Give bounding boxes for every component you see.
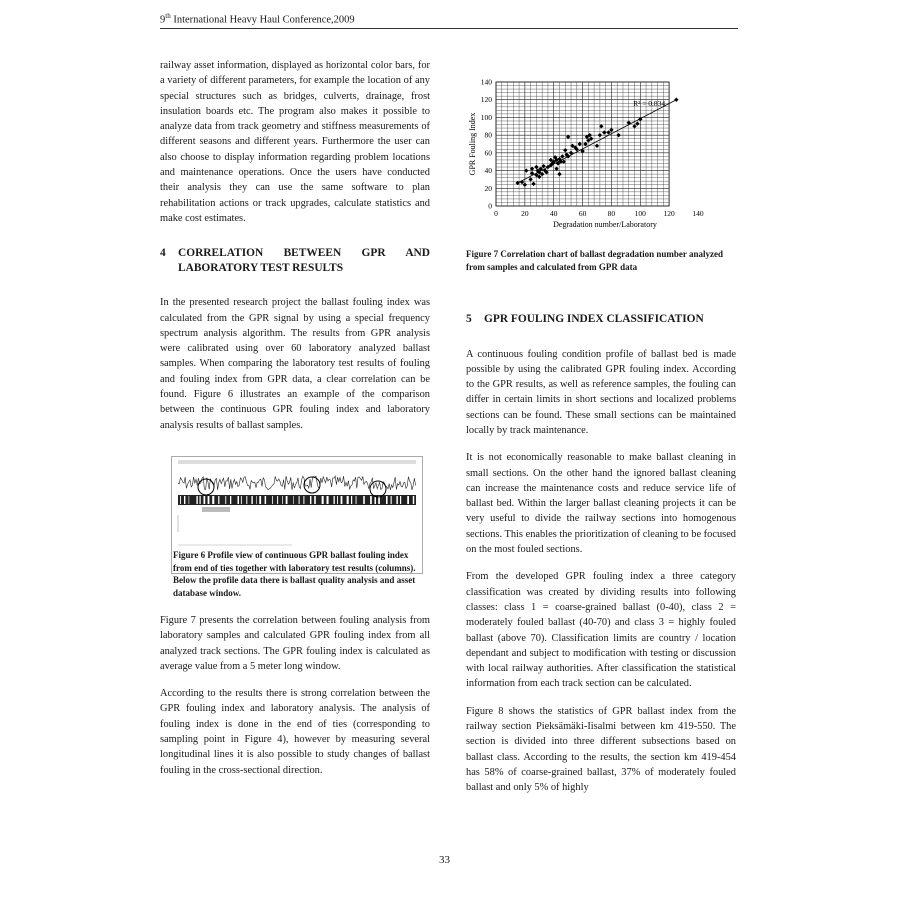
paragraph-classification: From the developed GPR fouling index a three category classification was created by dividing results into following classes: class 1 = coarse-grained ballast (0-40), class 2 = moderately fouled ballast (40-70) and class 3 = highly fouled ballast (above 70). Classification limits are country / location dependant and subject to modification with testing or discussion with local railway authorities. After classification the statistical information from each track section can be calculated. (466, 571, 736, 690)
scatter-chart (466, 76, 738, 234)
y-tick-label: 140 (480, 77, 492, 87)
section-4-heading: 4 CORRELATION BETWEEN GPR AND LABORATORY TEST RESULTS (160, 247, 430, 274)
running-header: 9th International Heavy Haul Conference,2009 (160, 12, 355, 26)
y-tick-label: 20 (484, 183, 492, 193)
page-number: 33 (439, 854, 450, 866)
paragraph-continuous-profile: A continuous fouling condition profile of ballast bed is made possible by using the calibrated GPR fouling index. According to the GPR results, as well as reference samples, the fouling can differ in certain limits in short sections and localized problems sections can be found. These small sections can be maintained locally by track maintenance. (466, 348, 736, 436)
x-tick-label: 60 (578, 209, 587, 218)
section-5-heading: 5 GPR FOULING INDEX CLASSIFICATION (466, 313, 704, 325)
x-axis-label: Degradation number/Laboratory (553, 220, 657, 229)
data-point (674, 98, 678, 102)
x-tick-label: 120 (663, 209, 675, 218)
paragraph-correlation: In the presented research project the ballast fouling index was calculated from the GPR signal by using a special frequency spectrum analysis algorithm. The results from GPR analysis were calibrated using over 60 laboratory analyzed ballast samples. When comparing the laboratory test results of fouling and fouling index from GPR data, a clear correlation can be found. Figure 6 illustrates an example of the comparison between the continuous GPR fouling index and laboratory analysis results of ballast samples. (160, 297, 430, 431)
x-tick-label: 20 (521, 209, 529, 218)
x-tick-label: 80 (607, 209, 616, 218)
r-squared-annotation: R² = 0.834 (633, 98, 666, 108)
figure-7-caption: Figure 7 Correlation chart of ballast degradation number analyzed from samples and calculated from GPR data (466, 249, 723, 272)
paragraph-economics: It is not economically reasonable to make ballast cleaning in small sections. On the other hand the ignored ballast cleaning can increase the maintenance costs and reduce service life of ballast bed. Within the larger ballast cleaning projects it can be very useful to divide the railway sections into homogenous sections. This enables the prioritization of cleaning to be focused on the most fouled sections. (466, 452, 736, 556)
paragraph-asset-info: railway asset information, displayed as horizontal color bars, for a variety of different parameters, for example the location of any special structures such as bridges, culverts, drainage, frost insulation boards etc. The program also makes it possible to analyze data from track geometry and stiffness measurements of different seasons and different years. Furthermore the user can also choose to display information regarding problem locations and maintenance operations. Once the users have conducted their analysis they can use the same software to plan rehabilitation actions or track upgrades, calculate statistics and make cost estimates. (160, 60, 430, 224)
right-column (466, 312, 736, 808)
paragraph-figure8: Figure 8 shows the statistics of GPR ballast index from the railway section Pieksämäki-Iisalmi between km 419-550. The section is divided into three different subsections based on ballast class. According to the results, the section km 419-454 has 58% of coarse-grained ballast, 37% of moderately fouled ballast and only 5% of highly (466, 705, 736, 794)
y-tick-label: 120 (480, 95, 492, 105)
x-tick-label: 40 (549, 209, 558, 218)
y-tick-label: 40 (484, 166, 492, 176)
y-tick-label: 80 (484, 130, 492, 140)
y-tick-label: 60 (484, 148, 492, 158)
y-axis-label: GPR Fouling Index (468, 112, 477, 176)
left-column (160, 58, 430, 445)
x-tick-label: 140 (692, 209, 704, 218)
x-tick-label: 0 (494, 209, 498, 218)
figure-7-chart (466, 76, 738, 234)
paragraph-figure7-intro: Figure 7 presents the correlation between fouling analysis from laboratory samples and calculated GPR fouling index from all analyzed track sections. The GPR fouling index is calculated as average value from a 5 meter long window. (160, 615, 430, 672)
figure-6-caption: Figure 6 Profile view of continuous GPR ballast fouling index from end of ties together with laboratory test results (columns). Below the profile data there is ballast quality analysis and asset database window. (173, 550, 416, 598)
profile-graphic (172, 457, 422, 547)
paragraph-strong-correlation: According to the results there is strong correlation between the GPR fouling index and laboratory analysis. The analysis of fouling index is done in the end of ties (corresponding to sampling point in Figure 4), however by measuring several longitudinal lines it is also possible to study changes of ballast fouling in the cross-sectional direction. (160, 688, 430, 776)
header-rule (160, 28, 738, 29)
left-column-lower (160, 613, 430, 790)
x-tick-label: 100 (634, 209, 646, 218)
y-tick-label: 100 (480, 112, 492, 122)
y-tick-label: 0 (488, 201, 492, 211)
